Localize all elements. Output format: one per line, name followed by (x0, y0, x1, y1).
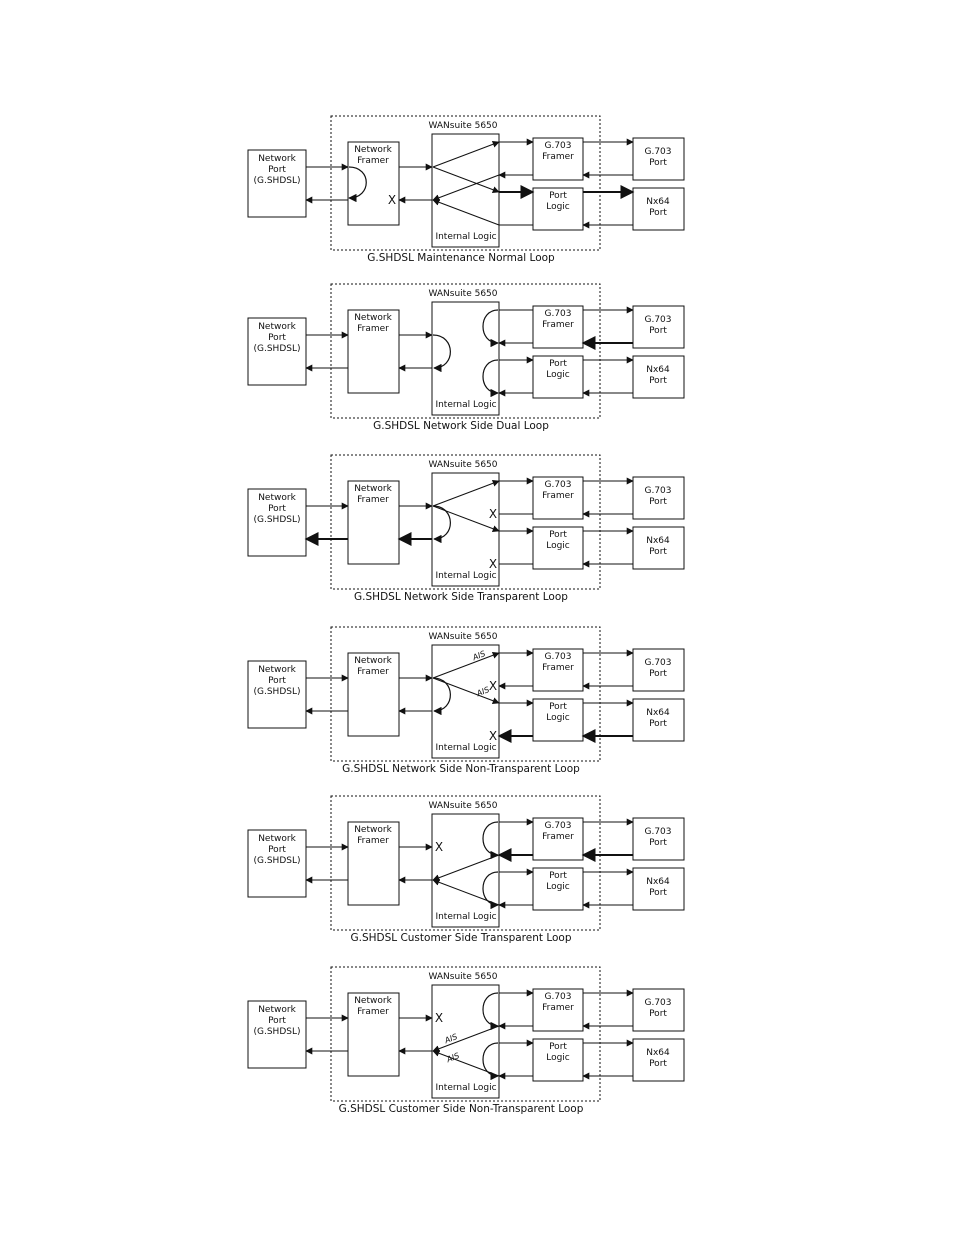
logic-loopback-curve (433, 335, 450, 368)
x-mark: X (434, 1011, 444, 1025)
port-logic-label-line: Logic (546, 370, 570, 380)
g703-loopback-curve (483, 822, 498, 855)
g703-port-label-line: Port (649, 497, 667, 507)
logic-to-g703-arrow (433, 481, 499, 506)
nx64-port-label-line: Nx64 (646, 536, 670, 546)
network-port-label-line: Network (258, 322, 296, 332)
g703-port-label-line: G.703 (644, 658, 672, 668)
g703-framer-label-line: G.703 (544, 992, 572, 1002)
network-port-label (254, 322, 301, 354)
ais-label: AIS (471, 649, 487, 663)
network-framer-label-line: Network (354, 313, 392, 323)
port-logic-label (546, 1042, 570, 1063)
network-framer-label-line: Network (354, 484, 392, 494)
ais-label: AIS (445, 1051, 461, 1065)
nx64-port-label-line: Port (649, 208, 667, 218)
network-framer-label (354, 484, 392, 505)
g703-port-label (644, 658, 671, 679)
g703-to-logic-arrow (433, 175, 499, 200)
nx64-port-label-line: Nx64 (646, 708, 670, 718)
internal-logic-box (432, 814, 499, 927)
internal-logic-label: Internal Logic (435, 232, 497, 242)
nx64-port-label (646, 536, 670, 557)
network-framer-label-line: Framer (357, 495, 389, 505)
portlogic-loopback-curve (483, 360, 498, 393)
network-framer-label-line: Framer (357, 667, 389, 677)
g703-port-label-line: Port (649, 1009, 667, 1019)
network-port-label-line: Network (258, 154, 296, 164)
g703-framer-label (542, 141, 574, 162)
g703-port-label-line: Port (649, 326, 667, 336)
port-logic-label (546, 530, 570, 551)
network-framer-label-line: Network (354, 656, 392, 666)
network-framer-label (354, 825, 392, 846)
portlogic-to-logic-arrow (433, 1051, 499, 1076)
network-port-label-line: Port (268, 504, 286, 514)
g703-port-label-line: G.703 (644, 998, 672, 1008)
x-mark: X (488, 729, 498, 743)
g703-framer-label (542, 652, 574, 673)
network-port-label (254, 665, 301, 697)
nx64-port-label-line: Nx64 (646, 365, 670, 375)
internal-logic-label: Internal Logic (435, 912, 497, 922)
network-port-label-line: (G.SHDSL) (253, 856, 301, 866)
logic-loopback-curve (433, 506, 450, 539)
g703-port-label-line: G.703 (644, 827, 672, 837)
wansuite-label: WANsuite 5650 (428, 121, 498, 131)
loop-diagram-3 (248, 455, 684, 603)
diagram-caption: G.SHDSL Network Side Non-Transparent Loop (342, 763, 580, 775)
wansuite-label: WANsuite 5650 (428, 460, 498, 470)
network-framer-label-line: Network (354, 825, 392, 835)
port-logic-label-line: Port (549, 702, 567, 712)
port-logic-label-line: Logic (546, 1053, 570, 1063)
g703-framer-label (542, 821, 574, 842)
logic-to-g703-arrow (433, 653, 499, 678)
diagram-caption: G.SHDSL Network Side Transparent Loop (354, 591, 568, 603)
g703-port-label (644, 486, 671, 507)
network-port-label-line: Port (268, 165, 286, 175)
g703-framer-label (542, 480, 574, 501)
nx64-port-label-line: Port (649, 376, 667, 386)
g703-framer-label-line: G.703 (544, 309, 572, 319)
wansuite-label: WANsuite 5650 (428, 632, 498, 642)
loop-diagram-2 (248, 284, 684, 432)
nx64-port-label (646, 877, 670, 898)
nx64-port-label-line: Port (649, 719, 667, 729)
nx64-port-label-line: Port (649, 1059, 667, 1069)
wansuite-label: WANsuite 5650 (428, 801, 498, 811)
network-port-label-line: Network (258, 493, 296, 503)
port-logic-label (546, 359, 570, 380)
network-port-label-line: (G.SHDSL) (253, 176, 301, 186)
g703-port-label-line: Port (649, 838, 667, 848)
g703-port-label-line: G.703 (644, 147, 672, 157)
g703-loopback-curve (483, 310, 498, 343)
network-port-label-line: Network (258, 665, 296, 675)
logic-to-portlogic-arrow (433, 167, 499, 192)
network-framer-label-line: Framer (357, 324, 389, 334)
port-logic-label-line: Logic (546, 713, 570, 723)
nx64-port-label-line: Nx64 (646, 1048, 670, 1058)
g703-port-label-line: G.703 (644, 486, 672, 496)
network-framer-label-line: Framer (357, 156, 389, 166)
nx64-port-label (646, 1048, 670, 1069)
g703-framer-label-line: Framer (542, 663, 574, 673)
g703-framer-label-line: Framer (542, 832, 574, 842)
internal-logic-box (432, 302, 499, 415)
port-logic-label-line: Port (549, 191, 567, 201)
ais-label: AIS (443, 1032, 459, 1046)
loop-diagram-5 (248, 796, 684, 944)
ais-label: AIS (475, 685, 491, 699)
network-framer-label (354, 145, 392, 166)
wansuite-label: WANsuite 5650 (428, 289, 498, 299)
network-port-label-line: Port (268, 1016, 286, 1026)
g703-framer-label-line: G.703 (544, 141, 572, 151)
g703-framer-label-line: Framer (542, 491, 574, 501)
g703-framer-label (542, 309, 574, 330)
network-port-label (254, 154, 301, 186)
network-port-label-line: (G.SHDSL) (253, 515, 301, 525)
network-port-label (254, 493, 301, 525)
port-logic-label-line: Logic (546, 882, 570, 892)
logic-loopback-curve (433, 678, 450, 711)
internal-logic-label: Internal Logic (435, 400, 497, 410)
internal-logic-box (432, 134, 499, 247)
port-logic-label-line: Port (549, 359, 567, 369)
internal-logic-label: Internal Logic (435, 571, 497, 581)
network-port-label-line: Network (258, 1005, 296, 1015)
g703-framer-label-line: G.703 (544, 821, 572, 831)
g703-framer-label-line: Framer (542, 320, 574, 330)
network-framer-label-line: Network (354, 996, 392, 1006)
nx64-port-label-line: Port (649, 547, 667, 557)
network-port-label (254, 834, 301, 866)
x-mark: X (488, 679, 498, 693)
port-logic-label-line: Port (549, 871, 567, 881)
x-mark: X (488, 557, 498, 571)
network-port-label-line: (G.SHDSL) (253, 687, 301, 697)
x-mark: X (488, 507, 498, 521)
diagram-caption: G.SHDSL Maintenance Normal Loop (367, 252, 555, 264)
x-mark: X (434, 840, 444, 854)
nx64-port-label (646, 197, 670, 218)
loop-diagram-4 (248, 627, 684, 775)
network-port-label-line: Port (268, 845, 286, 855)
g703-framer-label (542, 992, 574, 1013)
framer-loopback-curve (349, 167, 366, 198)
g703-framer-label-line: G.703 (544, 652, 572, 662)
network-port-label-line: Port (268, 676, 286, 686)
wansuite-label: WANsuite 5650 (428, 972, 498, 982)
g703-port-label (644, 315, 671, 336)
network-port-label-line: Port (268, 333, 286, 343)
nx64-port-label (646, 708, 670, 729)
nx64-port-label-line: Nx64 (646, 197, 670, 207)
g703-port-label-line: Port (649, 158, 667, 168)
logic-to-g703-arrow (433, 142, 499, 167)
internal-logic-label: Internal Logic (435, 1083, 497, 1093)
network-port-label (254, 1005, 301, 1037)
network-framer-label-line: Framer (357, 1007, 389, 1017)
nx64-port-label-line: Nx64 (646, 877, 670, 887)
diagram-caption: G.SHDSL Customer Side Transparent Loop (350, 932, 572, 944)
port-logic-label (546, 871, 570, 892)
g703-to-logic-arrow (433, 1026, 499, 1051)
g703-port-label-line: G.703 (644, 315, 672, 325)
portlogic-to-logic-arrow (433, 200, 499, 225)
g703-framer-label-line: Framer (542, 1003, 574, 1013)
g703-framer-label-line: Framer (542, 152, 574, 162)
g703-to-logic-arrow (433, 855, 499, 880)
diagram-caption: G.SHDSL Network Side Dual Loop (373, 420, 549, 432)
g703-port-label (644, 998, 671, 1019)
g703-loopback-curve (483, 993, 498, 1026)
internal-logic-label: Internal Logic (435, 743, 497, 753)
diagram-caption: G.SHDSL Customer Side Non-Transparent Loop (338, 1103, 584, 1115)
network-framer-label (354, 656, 392, 677)
network-port-label-line: (G.SHDSL) (253, 344, 301, 354)
loop-diagram-6 (248, 967, 684, 1115)
port-logic-label-line: Port (549, 1042, 567, 1052)
network-framer-label-line: Framer (357, 836, 389, 846)
network-port-label-line: Network (258, 834, 296, 844)
port-logic-label-line: Logic (546, 202, 570, 212)
port-logic-label-line: Port (549, 530, 567, 540)
port-logic-label-line: Logic (546, 541, 570, 551)
port-logic-label (546, 702, 570, 723)
g703-port-label-line: Port (649, 669, 667, 679)
network-framer-label-line: Network (354, 145, 392, 155)
portlogic-to-logic-arrow (433, 880, 499, 905)
g703-framer-label-line: G.703 (544, 480, 572, 490)
loop-diagram-1 (248, 116, 684, 264)
g703-port-label (644, 147, 671, 168)
port-logic-label (546, 191, 570, 212)
internal-logic-box (432, 985, 499, 1098)
network-framer-label (354, 996, 392, 1017)
g703-port-label (644, 827, 671, 848)
network-framer-label (354, 313, 392, 334)
network-port-label-line: (G.SHDSL) (253, 1027, 301, 1037)
nx64-port-label-line: Port (649, 888, 667, 898)
nx64-port-label (646, 365, 670, 386)
x-mark: X (387, 193, 397, 207)
